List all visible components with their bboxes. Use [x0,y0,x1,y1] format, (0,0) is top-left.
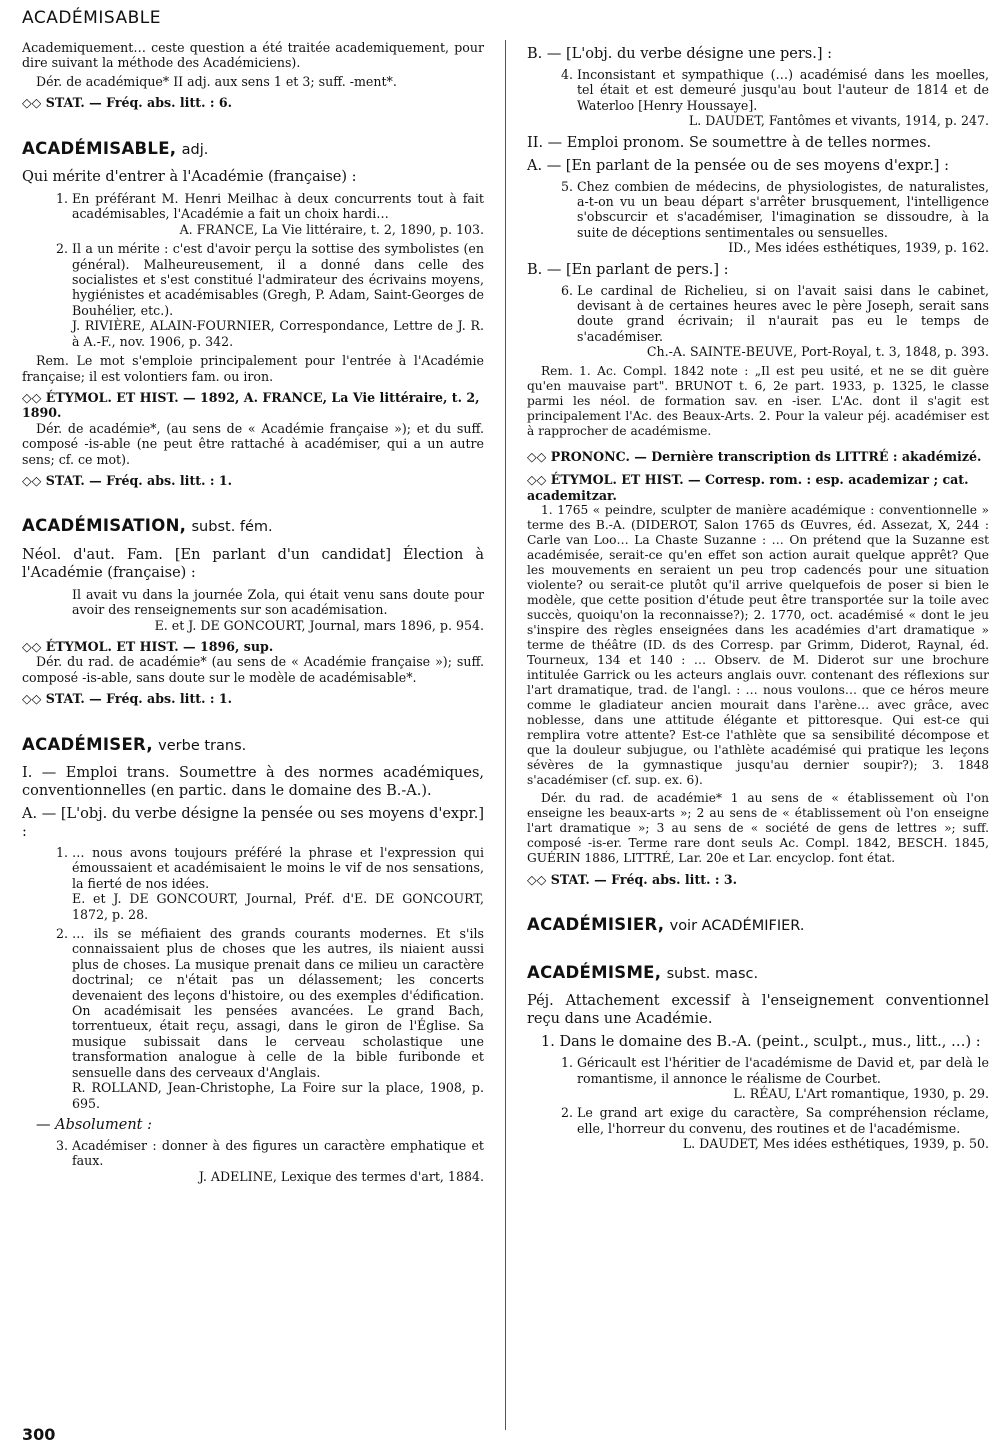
section-A: A. — [L'obj. du verbe désigne la pensée ou ses moyens d'expr.] : [22,806,484,840]
example-source: E. et J. DE GONCOURT, Journal, mars 1896, p. 954. [154,617,484,633]
example-1 [561,1055,989,1101]
stat-line: ◇◇ STAT. — Fréq. abs. litt. : 1. [22,472,233,488]
definition: Péj. Attachement excessif à l'enseignement conventionnel reçu dans une Académie. [527,993,989,1028]
section-I: I. — Emploi trans. Soumettre à des normes académiques, conventionnelles (en partic. dans le domaine des B.-A.). [22,765,484,799]
example-text: Géricault est l'héritier de l'académisme de David et, par delà le romantisme, il annonce le réalisme de Courbet. [577,1055,989,1086]
top-entry-derivation: Dér. de académique* II adj. aux sens 1 et 3; suff. -ment*. [36,73,397,89]
example-source: J. ADELINE, Lexique des termes d'art, 1884. [198,1168,484,1184]
headword-academisation [22,518,484,535]
example-text: … ils se méfiaient des grands courants modernes. Et s'ils connaissaient plus de choses que les autres, ils niaient aussi plus de choses. La musique prenait dans ce milieu un caractère doctrinal; ce n'était pas un délassement; les concerts devenaient des leçons d'histoire, ou des exemples d'édification. On académisait les pensées avancées. Le grand Bach, torrentueux, était reçu, assagi, dans le giron de l'Église. Sa musique subissait dans le cerveau scholastique une transformation analogue à celle de la bible furibonde et sensuelle dans des cerveaux d'Anglais. [72,926,484,1080]
headword-grammar: subst. masc. [666,965,759,982]
etymology-derivation: Dér. du rad. de académie* 1 au sens de « établissement où l'on enseigne les beaux-arts »; 2 au sens de « établissement où l'on enseigne l'art dramatique »; 3 au sens de « société de gens de lettres »; suff. composé -is-er. Terme rare dont seuls Ac. Compl. 1842, BESCH. 1845, GUÉRIN 1886, LITTRÉ, Lar. 20e et Lar. encyclop. font état. [527,790,989,865]
top-entry-stat: ◇◇ STAT. — Fréq. abs. litt. : 6. [22,95,233,111]
absolument-label: — Absolument : [36,1116,152,1133]
subsection-1: 1. Dans le domaine des B.-A. (peint., sculpt., mus., litt., …) : [541,1034,981,1051]
example-text: Inconsistant et sympathique (…) académisé dans les moelles, tel était et est demeuré jusqu'au bout l'auteur de 1814 et de Waterloo [Henry Houssaye]. [577,67,989,113]
example-source: L. DAUDET, Fantômes et vivants, 1914, p. 247. [688,113,989,129]
example-number: 6. [561,282,574,298]
example-source: L. DAUDET, Mes idées esthétiques, 1939, p. 50. [682,1136,989,1152]
remark: Rem. 1. Ac. Compl. 1842 note : „Il est peu usité, et ne se dit guère qu'en mauvaise part". BRUNOT t. 6, 2e part. 1933, p. 1325, le classe parmi les néol. de formation sav. en -iser. L'Ac. dont il s'agit est principalement l'Ac. des Beaux-Arts. 2. Pour la valeur péj. académiser est à rapprocher de académisme. [527,363,989,438]
pronunciation: ◇◇ PRONONC. — Dernière transcription ds LITTRÉ : akadémizé. [527,448,982,464]
headword-title: ACADÉMISABLE, [22,138,177,158]
page-number: 300 [22,1425,56,1444]
etymology-heading: ◇◇ ÉTYMOL. ET HIST. — Corresp. rom. : esp. academizar ; cat. academitzar. [527,472,969,503]
remark: Rem. Le mot s'emploie principalement pour l'entrée à l'Académie française; il est volontiers fam. ou iron. [22,353,484,384]
example-source: Ch.-A. SAINTE-BEUVE, Port-Royal, t. 3, 1848, p. 393. [646,344,989,360]
example-source: A. FRANCE, La Vie littéraire, t. 2, 1890, p. 103. [179,221,484,237]
example-5 [561,178,989,256]
example-text: Il avait vu dans la journée Zola, qui était venu sans doute pour avoir des renseignements sur son académisation. [72,586,484,618]
section-II-A: A. — [En parlant de la pensée ou de ses moyens d'expr.] : [527,157,949,174]
section-II-B: B. — [En parlant de pers.] : [527,261,729,278]
example-1 [56,845,484,922]
cross-reference: voir ACADÉMIFIER. [669,918,805,935]
example-text: En préférant M. Henri Meilhac à deux concurrents tout à fait académisables, l'Académie a fait un choix hardi… [72,191,484,222]
example [72,587,484,633]
etymology-text: Dér. de académie*, (au sens de « Académie française »); et du suff. composé -is-able (ne peut être rattaché à académiser, qui a un autre sens; cf. ce mot). [22,420,484,467]
example-number: 2. [56,926,69,942]
stat-line: ◇◇ STAT. — Fréq. abs. litt. : 1. [22,691,233,707]
headword-academisier [527,917,989,934]
section-II: II. — Emploi pronom. Se soumettre à de telles normes. [527,134,932,151]
etymology-text: 1. 1765 « peindre, sculpter de manière académique : conventionnelle » terme des B.-A. (DIDEROT, Salon 1765 ds Œuvres, éd. Assezat, X, 244 : Carle van Loo… La Chaste Suzanne : … On prétend que la Suzanne est académisée, serait-ce qu'en effet son action aurait quelque apprêt? Que les mouvements en seraient un peu trop cadencés pour une situation violente? ou serait-ce plutôt qu'il arrive quelquefois de poser si bien le modèle, que cette position d'étude peut être transportée sur la toile avec succès, quoiqu'on la reconnaisse?); 2. 1770, oct. académisé « dont le jeu s'inspire des règles enseignées dans les académies d'art dramatique » terme de théâtre (ID. ds des Corresp. par Grimm, Diderot, Raynal, éd. Tourneux, 134 et 140 : … Observ. de M. Diderot sur une brochure intitulée Garrick ou les acteurs anglais ouvr. contenant des réflexions sur l'art dramatique, trad. de l'angl. : … nous voulons… que ce héros meure comme le gladiateur ancien mourait dans l'arène… avec grâce, avec noblesse, dans une attitude élégante et pittoresque. Qui est-ce qui remplira votre attente? Est-ce l'athlète que sa sensibilité décompose et que la douleur subjugue, ou l'athlète académisé qui pratique les leçons sévères de la gymnastique jusqu'au dernier soupir?); 3. 1848 s'académiser (cf. sup. ex. 6). [527,502,989,787]
example-text: … nous avons toujours préféré la phrase et l'expression qui émoussaient et académisaient le moins le vif de nos sensations, la fierté de nos idées. [72,845,484,891]
etymology-heading: ◇◇ ÉTYMOL. ET HIST. — 1896, sup. [22,638,274,654]
example-3 [56,1137,484,1184]
example-text: Le cardinal de Richelieu, si on l'avait saisi dans le cabinet, devisant à de certaines heures avec le père Joseph, serait sans doute grand écrivain; il n'aurait pas eu le temps de s'académiser. [577,282,989,344]
definition: Qui mérite d'entrer à l'Académie (française) : [22,169,357,186]
right-column [527,40,989,1156]
example-number: 1. [56,845,69,860]
example-text: Académiser : donner à des figures un caractère emphatique et faux. [72,1137,484,1169]
example-text: Il a un mérite : c'est d'avoir perçu la sottise des symbolistes (en général). Malheureusement, il a donné dans celle des socialistes et s'est constitué l'admirateur des écrivains moyens, hygiénistes et académisables (Gregh, P. Adam, Saint-Georges de Bouhélier, etc.). [72,241,484,318]
column-divider [505,40,506,1430]
example-source: ID., Mes idées esthétiques, 1939, p. 162. [728,240,989,256]
example-1 [56,191,484,237]
example-2 [56,241,484,349]
stat-line: ◇◇ STAT. — Fréq. abs. litt. : 3. [527,871,738,887]
headword-academisable [22,138,484,158]
example-number: 1. [561,1055,574,1071]
example-source: J. RIVIÈRE, ALAIN-FOURNIER, Correspondance, Lettre de J. R. à A.-F., nov. 1906, p. 342. [72,318,484,349]
left-column [22,40,484,1188]
etymology-heading: ◇◇ ÉTYMOL. ET HIST. — 1892, A. FRANCE, La Vie littéraire, t. 2, 1890. [22,389,480,421]
example-number: 3. [56,1137,69,1153]
headword-academiser [22,734,484,754]
example-6 [561,282,989,360]
headword-grammar: adj. [181,141,209,158]
example-4 [561,67,989,129]
section-B: B. — [L'obj. du verbe désigne une pers.] : [527,46,833,62]
etymology-text: Dér. du rad. de académie* (au sens de « Académie française »); suff. composé -is-able, sans doute sur le modèle de académisable*. [22,654,484,685]
example-number: 2. [56,241,69,257]
definition: Néol. d'aut. Fam. [En parlant d'un candidat] Élection à l'Académie (française) : [22,546,484,581]
headword-grammar: subst. fém. [191,519,273,536]
example-number: 4. [561,67,574,82]
example-source: E. et J. DE GONCOURT, Journal, Préf. d'E. DE GONCOURT, 1872, p. 28. [72,891,484,922]
top-entry-text: Academiquement… ceste question a été traitée academiquement, pour dire suivant la méthode des Académiciens). [22,40,484,71]
example-text: Chez combien de médecins, de physiologistes, de naturalistes, a-t-on vu un beau départ s'arrêter brusquement, l'intelligence s'obscurcir et s'académiser, l'imagination se dissoudre, à la suite de déceptions sentimentales ou sensuelles. [577,178,989,240]
example-2 [56,926,484,1111]
example-source: L. RÉAU, L'Art romantique, 1930, p. 29. [733,1085,989,1101]
headword-title: ACADÉMISATION, [22,516,187,536]
example-text: Le grand art exige du caractère, Sa compréhension réclame, elle, l'horreur du convenu, des routines et de l'académisme. [577,1105,989,1136]
headword-title: ACADÉMISER, [22,734,153,754]
example-number: 1. [56,191,69,207]
example-source: R. ROLLAND, Jean-Christophe, La Foire sur la place, 1908, p. 695. [72,1080,484,1111]
headword-academisme [527,962,989,982]
running-head: ACADÉMISABLE [22,8,161,28]
headword-grammar: verbe trans. [158,737,247,754]
example-2 [561,1105,989,1152]
headword-title: ACADÉMISME, [527,962,662,982]
example-number: 2. [561,1105,574,1121]
example-number: 5. [561,178,574,194]
headword-title: ACADÉMISIER, [527,915,665,935]
